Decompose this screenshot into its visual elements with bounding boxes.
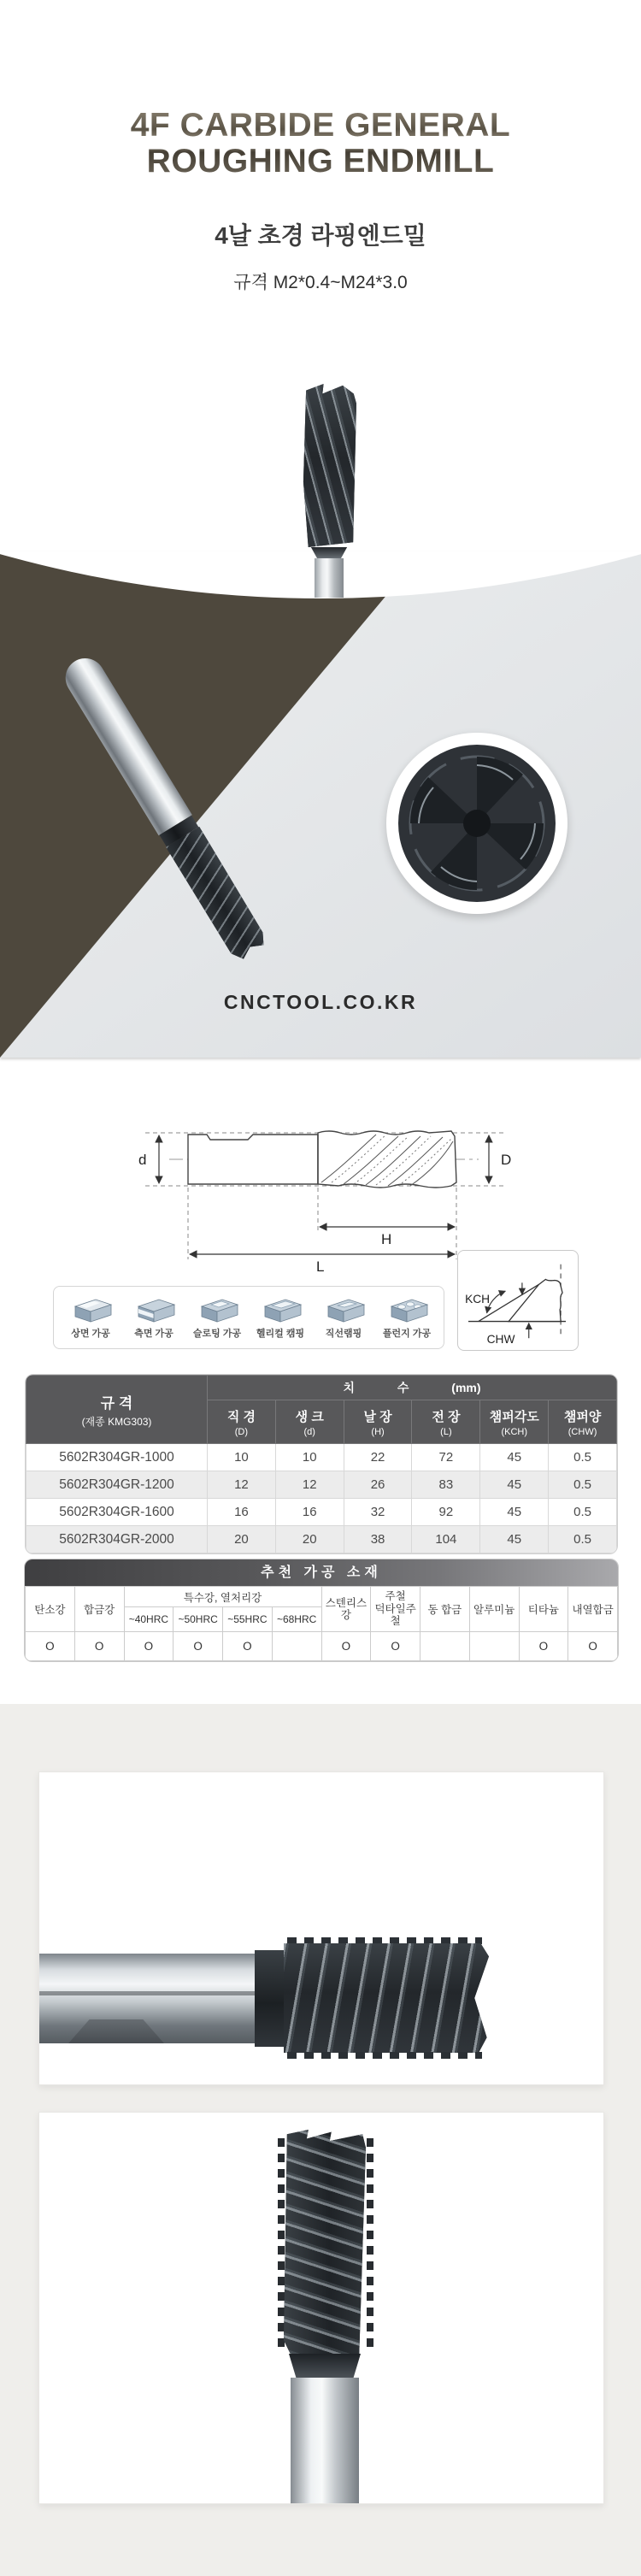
- spec-col-subtitle: (재종 KMG303): [81, 1415, 152, 1428]
- linear-ramping-icon: [320, 1295, 367, 1324]
- mat-header-hrc55: ~55HRC: [223, 1607, 273, 1632]
- slotting-machining-icon: [194, 1295, 240, 1324]
- chamfer-angle-label: KCH: [465, 1292, 491, 1306]
- product-photo-horizontal: [38, 1771, 604, 2085]
- chamfer-diagram-box: [457, 1250, 579, 1351]
- endmill-collar: [255, 1950, 284, 2047]
- mark-stainless: O: [321, 1632, 371, 1661]
- mark-titanium: O: [519, 1632, 568, 1661]
- material-table-title: 추천 가공 소재: [25, 1559, 618, 1586]
- mark-hrc40: O: [124, 1632, 173, 1661]
- flute-serration: [367, 2137, 373, 2347]
- mat-header-copper-alloy: 동 합금: [420, 1587, 470, 1632]
- chamfer-width-label: CHW: [486, 1333, 515, 1347]
- mat-header-stainless: 스텐리스 강: [321, 1587, 371, 1632]
- brand-watermark: CNCTOOL.CO.KR: [223, 991, 418, 1013]
- mark-heat-alloy: O: [568, 1632, 618, 1661]
- plunge-machining-icon: [384, 1295, 430, 1324]
- hero-banner: [0, 551, 641, 1058]
- flute-serration: [278, 2137, 285, 2347]
- spec-table-container: [25, 1374, 618, 1554]
- dimension-group-header: 치 수 (mm): [208, 1376, 617, 1400]
- spec-col-header: [26, 1376, 208, 1444]
- machining-icon-label: 플런지 가공: [382, 1329, 432, 1339]
- mat-header-titanium: 티타늄: [519, 1587, 568, 1632]
- dim-label-D: D: [501, 1152, 512, 1168]
- material-table-container: [24, 1559, 619, 1662]
- mark-carbon: O: [26, 1632, 75, 1661]
- endmill-flutes: [284, 2130, 366, 2354]
- mat-header-carbon-steel: 탄소강: [26, 1587, 75, 1632]
- col-header-flute-length: 날 장 (H): [344, 1400, 412, 1444]
- product-subtitle: 4날 초경 라핑엔드밀: [215, 222, 426, 249]
- machining-icon-item: [376, 1295, 438, 1340]
- endmill-flutes: [284, 1943, 489, 2053]
- mat-header-cast-iron: 주철 덕타일주철: [371, 1587, 420, 1632]
- chamfer-diagram: [458, 1251, 576, 1348]
- page-title-line1: 4F CARBIDE GENERAL: [130, 107, 511, 144]
- gallery-section: [0, 1704, 641, 2576]
- col-header-chamfer-angle: 챔퍼각도 (KCH): [480, 1400, 549, 1444]
- top-face-machining-icon: [68, 1295, 114, 1324]
- machining-icon-label: 측면 가공: [134, 1329, 173, 1339]
- mat-header-aluminum: 알루미늄: [469, 1587, 519, 1632]
- col-header-overall-length: 전 장 (L): [412, 1400, 480, 1444]
- machining-icon-label: 헬리컬 캠핑: [256, 1329, 305, 1339]
- spec-range-text: 규격 M2*0.4~M24*3.0: [233, 273, 408, 292]
- four-flute-end-view-icon: [397, 744, 556, 903]
- mat-header-hrc50: ~50HRC: [173, 1607, 223, 1632]
- model-code: 5602R304GR-1000: [26, 1444, 208, 1471]
- col-header-shank: 생 크 (d): [275, 1400, 344, 1444]
- mark-alloy: O: [74, 1632, 124, 1661]
- material-marks-row: [26, 1632, 618, 1661]
- dim-label-H: H: [381, 1231, 392, 1247]
- product-photo-vertical: [38, 2112, 604, 2504]
- machining-icon-item: [313, 1295, 374, 1340]
- mat-header-heat-resistant: 내열합금: [568, 1587, 618, 1632]
- machining-icon-label: 직선램핑: [325, 1329, 362, 1339]
- mark-copper: [420, 1632, 470, 1661]
- machining-icons-panel: [53, 1286, 444, 1349]
- page-title: [0, 108, 641, 180]
- endmill-shank-reflection: [39, 1991, 255, 1995]
- mat-header-hrc68: ~68HRC: [272, 1607, 321, 1632]
- spec-col-title: 규 격: [100, 1394, 133, 1412]
- material-table: [25, 1586, 618, 1661]
- helical-ramping-icon: [257, 1295, 303, 1324]
- table-row: 5602R304GR-2000 20 20 38 104 45 0.5: [26, 1526, 617, 1553]
- machining-icon-label: 상면 가공: [71, 1329, 110, 1339]
- model-code: 5602R304GR-1600: [26, 1499, 208, 1526]
- mat-header-hrc40: ~40HRC: [124, 1607, 173, 1632]
- dim-label-d: d: [138, 1152, 147, 1168]
- endmill-neck: [309, 547, 350, 559]
- table-row: 5602R304GR-1200 12 12 26 83 45 0.5: [26, 1471, 617, 1499]
- spec-table: [26, 1375, 617, 1553]
- mark-aluminum: [469, 1632, 519, 1661]
- mark-hrc68: [272, 1632, 321, 1661]
- model-code: 5602R304GR-2000: [26, 1526, 208, 1553]
- model-code: 5602R304GR-1200: [26, 1471, 208, 1499]
- dim-label-L: L: [316, 1259, 325, 1275]
- endmill-flutes: [302, 384, 356, 547]
- table-row: 5602R304GR-1600 16 16 32 92 45 0.5: [26, 1499, 617, 1526]
- mat-header-alloy-steel: 합금강: [74, 1587, 124, 1632]
- machining-icon-item: [60, 1295, 121, 1340]
- endmill-shank: [58, 651, 192, 835]
- col-header-diameter: 직 경 (D): [208, 1400, 276, 1444]
- flute-serration: [287, 2052, 482, 2059]
- endmill-shank: [291, 2378, 359, 2503]
- side-machining-icon: [131, 1295, 177, 1324]
- machining-icon-item: [250, 1295, 311, 1340]
- endmill-shank: [315, 558, 344, 598]
- mark-hrc55: O: [223, 1632, 273, 1661]
- machining-icon-item: [123, 1295, 185, 1340]
- mark-cast: O: [371, 1632, 420, 1661]
- flute-serration: [287, 1937, 482, 1944]
- mark-hrc50: O: [173, 1632, 223, 1661]
- machining-icon-label: 슬로팅 가공: [192, 1329, 242, 1339]
- page-title-line2: ROUGHING ENDMILL: [146, 143, 495, 180]
- table-row: 5602R304GR-1000 10 10 22 72 45 0.5: [26, 1444, 617, 1471]
- endmill-end-view-inset: [386, 733, 567, 914]
- endmill-photo-vertical: [293, 378, 365, 598]
- mat-header-special-steel-group: 특수강, 열처리강: [124, 1587, 321, 1607]
- machining-icon-item: [186, 1295, 248, 1340]
- col-header-chamfer-width: 챔퍼양 (CHW): [549, 1400, 617, 1444]
- endmill-neck: [289, 2354, 361, 2378]
